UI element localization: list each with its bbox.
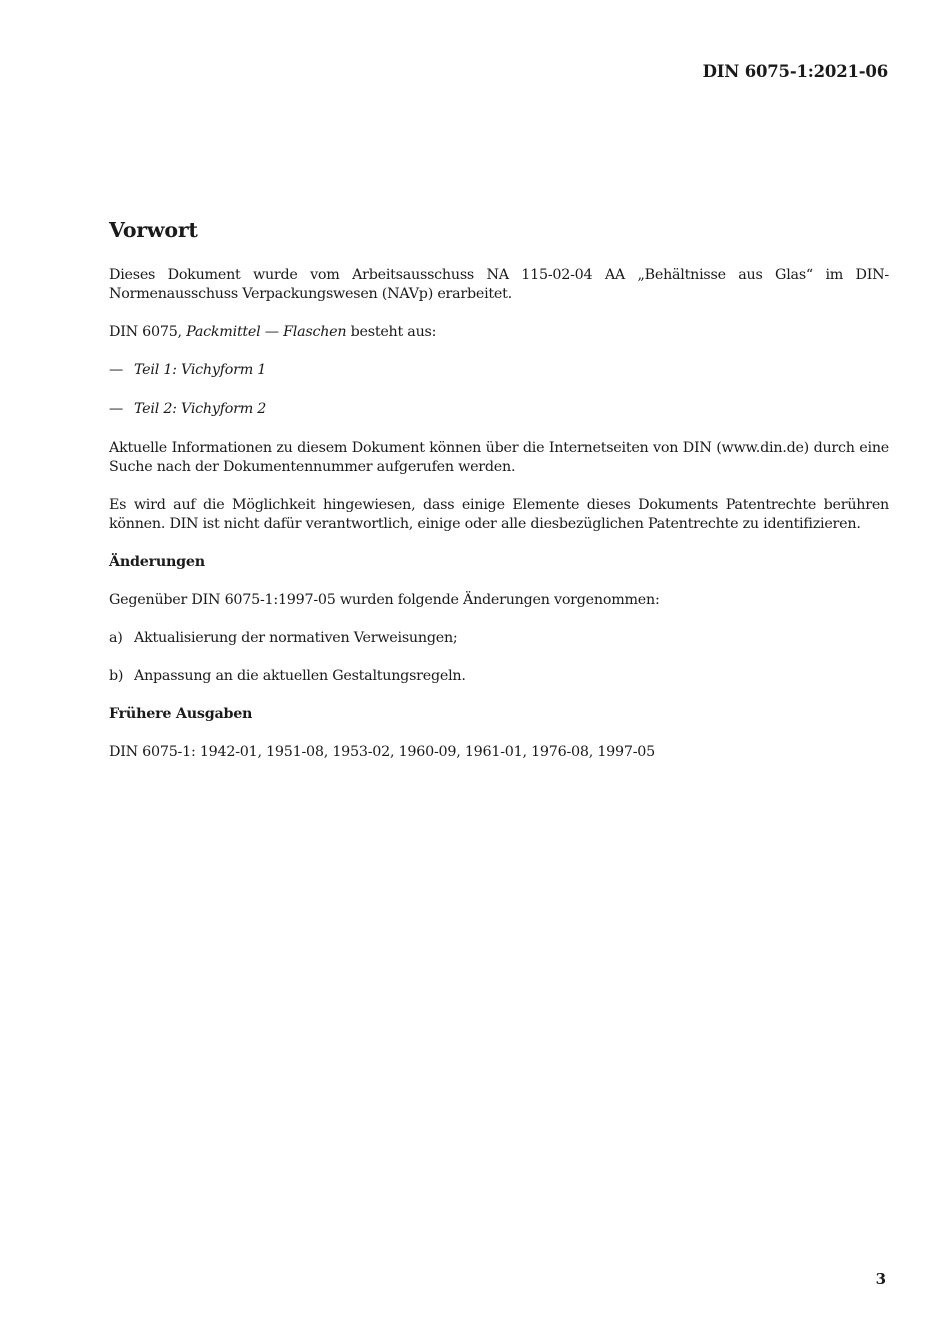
document-number: DIN 6075-1:2021-06 [702,62,888,81]
page-content [109,216,889,781]
foreword-paragraph-patents: Es wird auf die Möglichkeit hingewiesen, dass einige Elemente dieses Dokuments Patentrechte berühren können. DIN ist nicht dafür verantwortlich, einige oder alle diesbezüglichen Patentrechte zu identifizieren. [109,497,889,532]
page-number: 3 [875,1270,886,1288]
list-marker: — [109,401,124,417]
changes-heading: Änderungen [109,554,205,570]
parts-prefix: DIN 6075, [109,324,187,340]
foreword-paragraph-info: Aktuelle Informationen zu diesem Dokument können über die Internetseiten von DIN (www.din.de) durch eine Suche nach der Dokumentennummer aufgerufen werden. [109,440,889,475]
foreword-paragraph-parts [109,323,889,342]
foreword-paragraph-committee: Dieses Dokument wurde vom Arbeitsausschuss NA 115-02-04 AA „Behältnisse aus Glas“ im DIN-Normenausschuss Verpackungswesen (NAVp) erarbeitet. [109,267,889,302]
standard-title: Packmittel — Flaschen [186,324,347,340]
part-title: Teil 2: Vichyform 2 [134,401,267,417]
changes-intro: Gegenüber DIN 6075-1:1997-05 wurden folgende Änderungen vorgenommen: [109,592,660,608]
part-title: Teil 1: Vichyform 1 [134,362,267,378]
list-marker: — [109,362,124,378]
change-text: Aktualisierung der normativen Verweisungen; [134,630,458,646]
change-text: Anpassung an die aktuellen Gestaltungsregeln. [134,668,466,684]
list-item [109,629,889,648]
list-item [109,400,889,419]
parts-suffix: besteht aus: [346,324,437,340]
previous-editions-heading: Frühere Ausgaben [109,706,253,722]
previous-editions-text: DIN 6075-1: 1942-01, 1951-08, 1953-02, 1960-09, 1961-01, 1976-08, 1997-05 [109,744,655,760]
list-marker: a) [109,630,123,646]
section-title: Vorwort [109,218,198,242]
list-item [109,361,889,380]
list-marker: b) [109,668,124,684]
list-item [109,667,889,686]
